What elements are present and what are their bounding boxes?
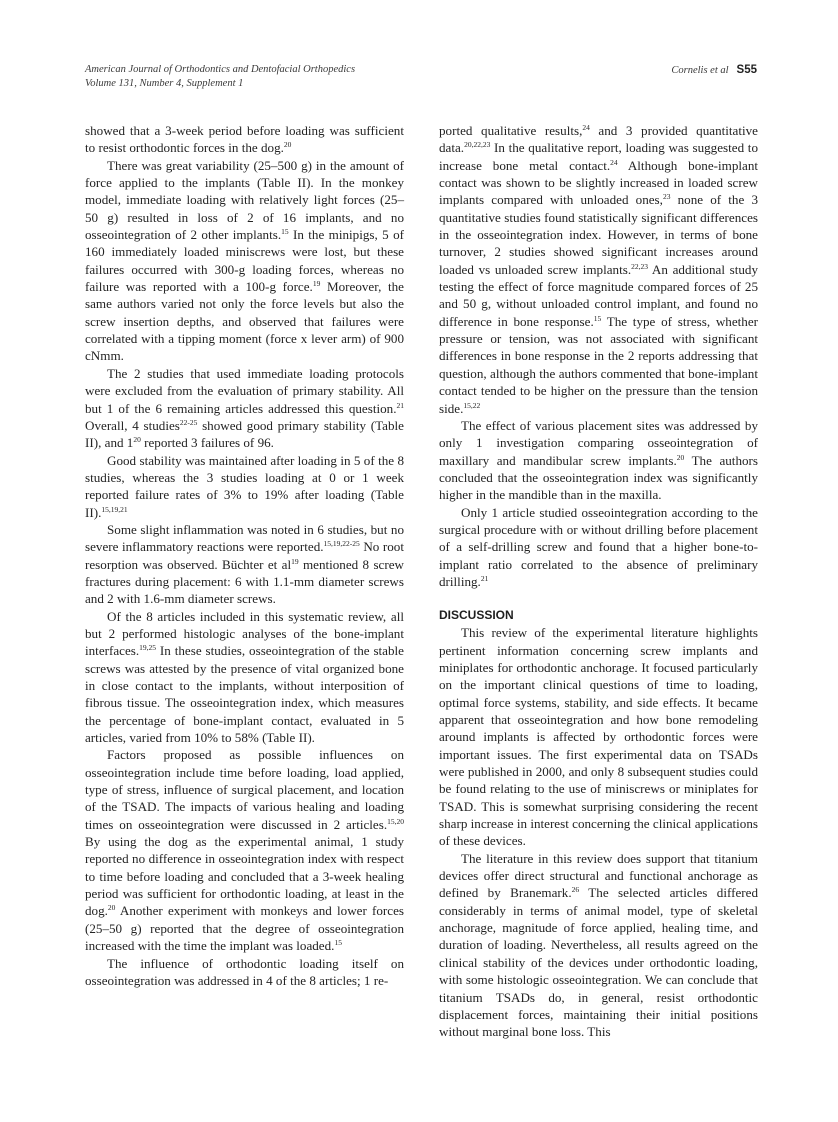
citation: 26 [571, 885, 580, 895]
text-run: The authors concluded that the osseointegration index was significantly higher in the mandible than in the maxilla. [439, 452, 758, 503]
citation: 23 [662, 192, 671, 202]
text-run: In these studies, osseointegration of the stable screws was attested by the presence of vital organized bone in close contact to the implants, without interposition of fibrous tissue. The osseointegration index, which measures the percentage of bone-implant contact, evaluated in 5 articles, varied from 10% to 58% (Table II). [85, 643, 404, 746]
journal-name: American Journal of Orthodontics and Dentofacial Orthopedics [85, 64, 356, 75]
text-run: showed good primary stability (Table II), and 1 [85, 417, 404, 451]
page-number: S55 [736, 64, 757, 76]
paragraph [85, 157, 404, 365]
paragraph [439, 504, 758, 591]
paragraph [439, 624, 758, 849]
text-run: reported 3 failures of 96. [140, 435, 274, 451]
citation: 20,22,23 [464, 140, 491, 150]
text-run: An additional study testing the effect of force magnitude compared forces of 25 and 50 g, without unloaded control implant, and found no difference in bone response. [439, 261, 758, 329]
paragraph [85, 122, 404, 157]
citation: 15,22 [463, 400, 481, 410]
header-right [671, 63, 757, 78]
citation: 20 [283, 140, 292, 150]
citation: 24 [610, 157, 618, 167]
text-run: In the minipigs, 5 of 160 immediately loaded miniscrews were lost, but these failures occurred with 300-g loading forces, whereas no failure was reported with a 100-g force. [85, 227, 404, 295]
text-run: Of the 8 articles included in this systematic review, all but 2 performed histologic analyses of the bone-implant interfaces. [85, 608, 404, 659]
paragraph [439, 417, 758, 504]
text-run: In the qualitative report, loading was suggested to increase bone metal contact. [439, 140, 758, 173]
running-authors: Cornelis et al [671, 65, 729, 76]
paragraph [85, 608, 404, 747]
citation: 19,25 [139, 643, 157, 653]
citation: 15 [593, 313, 602, 323]
paragraph [439, 850, 758, 1041]
text-run: The effect of various placement sites was addressed by only 1 investigation comparing osseointegration of maxillary and mandibular screw implants. [439, 417, 758, 468]
citation: 19 [291, 556, 299, 566]
text-run: By using the dog as the experimental animal, 1 study reported no difference in osseointegration index with respect to time before loading and concluded that a 3-week healing period was sufficient for orthodontic loading, at least in the dog. [85, 834, 404, 919]
citation: 15 [334, 938, 342, 948]
text-run: There was great variability (25–500 g) in the amount of force applied to the implants (Table II). In the monkey model, immediate loading with relatively light forces (25–50 g) resulted in loss of 2 of 16 implants, and no osseointegration of 2 other implants. [85, 157, 404, 243]
text-run: mentioned 8 screw fractures during placement: 6 with 1.1-mm diameter screws and 2 with 1.6-mm diameter screws. [85, 556, 404, 607]
citation: 15,19,21 [101, 504, 128, 514]
text-run: Only 1 article studied osseointegration according to the surgical procedure with or without drilling before placement of a self-drilling screw and found that a higher bone-to-implant ratio correlated to the absence of preliminary drilling. [439, 504, 758, 589]
text-run: Good stability was maintained after loading in 5 of the 8 studies, whereas the 3 studies loading at 0 or 1 week reported failure rates of 3% to 19% after loading (Table II). [85, 452, 404, 520]
text-run: No root resorption was observed. Büchter et al [85, 539, 404, 572]
citation: 21 [480, 573, 489, 583]
text-run: showed that a 3-week period before loading was sufficient to resist orthodontic forces in the dog. [85, 123, 404, 156]
journal-volume: Volume 131, Number 4, Supplement 1 [85, 78, 244, 89]
citation: 20 [107, 903, 116, 913]
citation: 20 [133, 435, 141, 445]
text-run: The type of stress, whether pressure or tension, was not associated with significant differences in bone response in the 2 reports addressing that question, although the authors commented that bone-implant contact tended to be higher on the pressure than the tension side. [439, 313, 758, 416]
citation: 19 [312, 279, 321, 289]
running-header [85, 63, 757, 97]
text-run: Although bone-implant contact was shown to be slightly increased in loaded screw implants compared with unloaded ones, [439, 157, 759, 208]
text-run: ported qualitative results, [439, 123, 583, 138]
text-run: Some slight inflammation was noted in 6 studies, but no severe inflammatory reactions were reported. [85, 521, 404, 555]
text-run: none of the 3 quantitative studies found statistically significant differences in the osseointegration index. However, in terms of bone turnover, 2 studies showed significant increases around loaded vs unloaded screw implants. [439, 192, 758, 277]
paragraph [85, 521, 404, 608]
citation: 24 [582, 123, 590, 132]
text-run: Factors proposed as possible influences on osseointegration include time before loading, load applied, type of stress, influence of surgical placement, and location of the TSAD. The impacts of various healing and loading times on osseointegration were discussed in 2 articles. [85, 747, 404, 832]
citation: 21 [396, 400, 404, 410]
text-run: The literature in this review does support that titanium devices offer direct structural and functional anchorage as defined by Branemark. [439, 850, 758, 901]
paragraph [85, 452, 404, 521]
right-column [439, 122, 758, 1041]
text-run: The 2 studies that used immediate loading protocols were excluded from the evaluation of primary stability. All but 1 of the 6 remaining articles addressed this question. [85, 365, 404, 416]
citation: 15 [281, 227, 289, 237]
text-run: The influence of orthodontic loading itself on osseointegration was addressed in 4 of the 8 articles; 1 re- [85, 955, 404, 988]
text-run: Overall, 4 studies [85, 417, 180, 433]
citation: 20 [676, 452, 685, 462]
paragraph [439, 122, 758, 417]
section-heading-discussion: DISCUSSION [439, 608, 514, 623]
left-column [85, 122, 404, 989]
citation: 22,23 [631, 261, 648, 271]
paragraph [85, 746, 404, 954]
text-run: Another experiment with monkeys and lower forces (25–50 g) reported that the degree of osseointegration increased with the time the implant was loaded. [85, 903, 404, 954]
text-run: and 3 provided quantitative data. [439, 123, 758, 156]
citation: 15,20 [387, 816, 404, 826]
citation: 22-25 [179, 417, 198, 427]
text-run: This review of the experimental literature highlights pertinent information concerning screw implants and miniplates for orthodontic anchorage. It focused particularly on the important clinical questions of time to loading, optimal force systems, stability, and side effects. It became apparent that osseointegration and how bone remodeling around implants is affected by orthodontic forces were important issues. The first experimental data on TSADs were published in 2000, and only 8 subsequent studies could be found relating to the use of miniscrews or miniplates for TSAD. This is somewhat surprising considering the recent sharp increase in interest concerning the clinical applications of these devices. [439, 625, 758, 849]
journal-title [85, 63, 757, 91]
citation: 15,19,22-25 [323, 539, 360, 549]
text-run: The selected articles differed considerably in terms of animal model, type of skeletal anchorage, magnitude of force applied, healing time, and duration of loading. Nevertheless, all results agreed on the clinical stability of the devices under orthodontic loading, with some histologic osseointegration. We can conclude that titanium TSADs do, in general, resist orthodontic displacement forces, maintaining their initial positions without marginal bone loss. This [439, 885, 759, 1040]
paragraph [85, 955, 404, 990]
text-run: Moreover, the same authors varied not only the force levels but also the screw insertion depths, and observed that failures were correlated with a tipping moment (force x lever arm) of 900 cNmm. [85, 279, 404, 364]
paragraph [85, 365, 404, 452]
